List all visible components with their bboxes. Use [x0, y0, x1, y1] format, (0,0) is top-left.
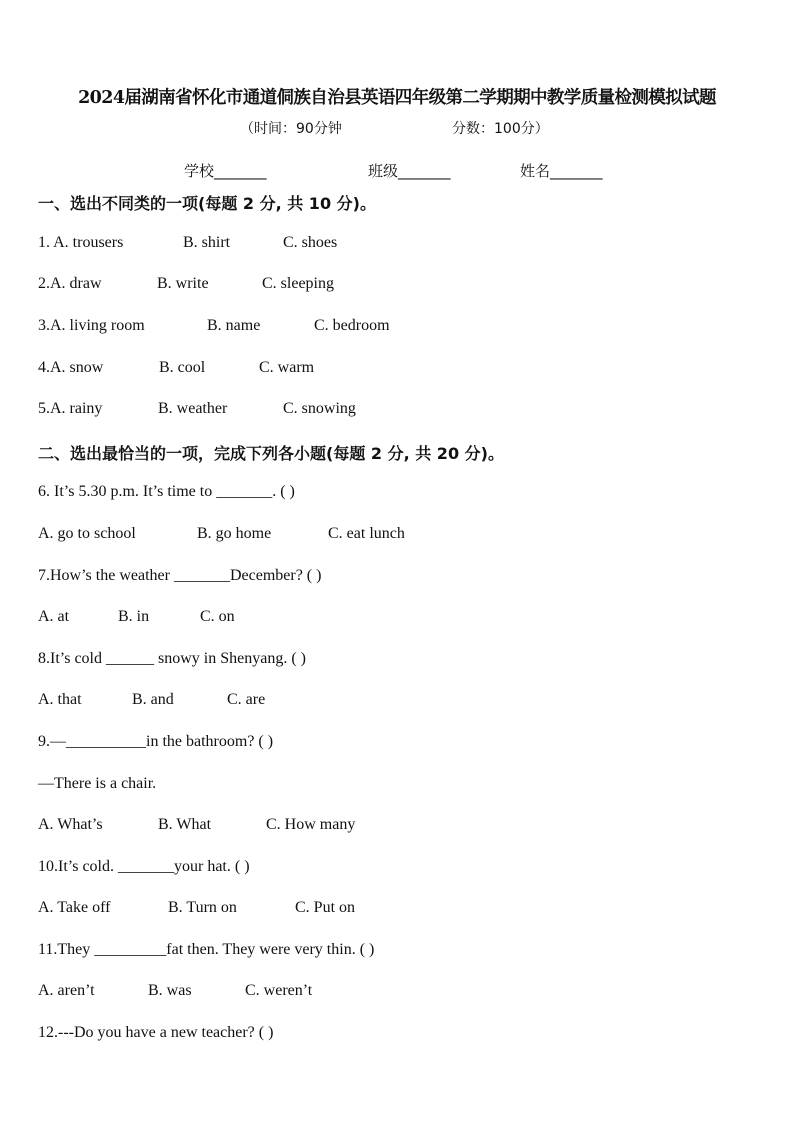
q8-option-a: A. that	[38, 691, 82, 708]
q10-stem: 10.It’s cold. _______your hat. ( )	[38, 858, 250, 875]
q5-option-c: C. snowing	[283, 400, 356, 417]
q6-option-b: B. go home	[197, 525, 272, 542]
page-title: 2024届湖南省怀化市通道侗族自治县英语四年级第二学期期中教学质量检测模拟试题	[78, 88, 716, 108]
q8-option-c: C. are	[227, 691, 266, 708]
q4-option-c: C. warm	[259, 359, 315, 376]
section-2-heading: 二、选出最恰当的一项，完成下列各小题(每题 2 分, 共 20 分)。	[38, 444, 504, 463]
q7-option-b: B. in	[118, 608, 150, 625]
q10-option-c: C. Put on	[295, 899, 356, 916]
q12-stem: 12.---Do you have a new teacher? ( )	[38, 1024, 274, 1041]
q3-option-a: 3.A. living room	[38, 317, 145, 334]
q11-option-b: B. was	[148, 982, 192, 999]
name-field: 姓名_______	[520, 162, 603, 180]
q5-option-b: B. weather	[158, 400, 228, 417]
q6-option-a: A. go to school	[38, 525, 136, 542]
school-field: 学校_______	[184, 162, 267, 180]
exam-score: 分数：100分）	[452, 121, 549, 137]
q2-option-a: 2.A. draw	[38, 275, 102, 292]
q11-stem: 11.They _________fat then. They were very thin. ( )	[38, 941, 375, 958]
q4-option-a: 4.A. snow	[38, 359, 104, 376]
q6-stem: 6. It’s 5.30 p.m. It’s time to _______. ( )	[38, 483, 295, 500]
class-field: 班级_______	[368, 162, 451, 180]
q11-option-a: A. aren’t	[38, 982, 95, 999]
q9-option-c: C. How many	[266, 816, 356, 833]
q1-option-a: 1. A. trousers	[38, 234, 124, 251]
q7-stem: 7.How’s the weather _______December? ( )	[38, 567, 322, 584]
q9-stem: 9.—__________in the bathroom? ( )	[38, 733, 274, 750]
exam-time: （时间：90分钟	[240, 121, 342, 137]
q10-option-a: A. Take off	[38, 899, 111, 916]
q1-option-c: C. shoes	[283, 234, 338, 251]
q10-option-b: B. Turn on	[168, 899, 237, 916]
q3-option-c: C. bedroom	[314, 317, 390, 334]
q3-option-b: B. name	[207, 317, 261, 334]
q8-option-b: B. and	[132, 691, 174, 708]
q6-option-c: C. eat lunch	[328, 525, 405, 542]
q2-option-b: B. write	[157, 275, 209, 292]
q9-reply: —There is a chair.	[38, 775, 157, 792]
q5-option-a: 5.A. rainy	[38, 400, 103, 417]
q7-option-c: C. on	[200, 608, 235, 625]
q11-option-c: C. weren’t	[245, 982, 313, 999]
q9-option-b: B. What	[158, 816, 212, 833]
q1-option-b: B. shirt	[183, 234, 231, 251]
q7-option-a: A. at	[38, 608, 70, 625]
q8-stem: 8.It’s cold ______ snowy in Shenyang. ( )	[38, 650, 306, 667]
q2-option-c: C. sleeping	[262, 275, 334, 292]
section-1-heading: 一、选出不同类的一项(每题 2 分, 共 10 分)。	[38, 194, 376, 213]
q4-option-b: B. cool	[159, 359, 206, 376]
q9-option-a: A. What’s	[38, 816, 103, 833]
